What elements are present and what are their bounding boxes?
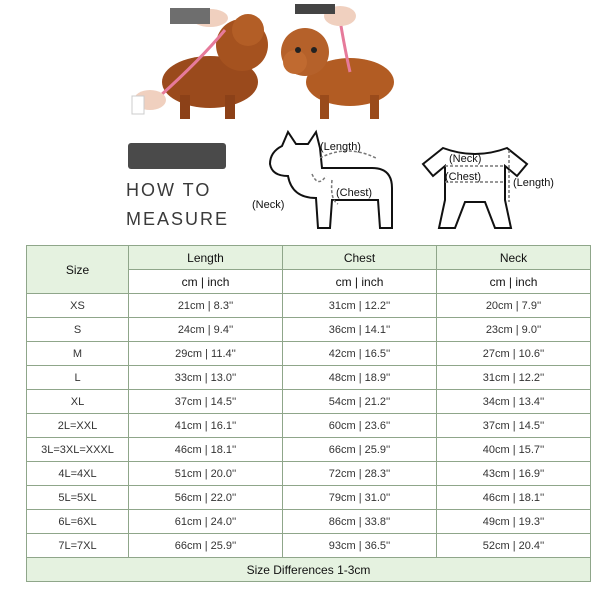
how-to-line: HOW TO <box>126 180 212 200</box>
size-difference-note: Size Differences 1-3cm <box>27 558 591 582</box>
chest-cell: 79cm | 31.0'' <box>283 486 437 510</box>
table-row <box>27 390 591 414</box>
coat-neck-label: (Neck) <box>449 153 482 165</box>
table-header-row <box>27 246 591 270</box>
neck-cell: 27cm | 10.6'' <box>437 342 591 366</box>
chest-cell: 86cm | 33.8'' <box>283 510 437 534</box>
size-cell: XS <box>27 294 129 318</box>
coat-length-label: (Length) <box>513 177 554 189</box>
chest-cell: 48cm | 18.9'' <box>283 366 437 390</box>
table-body <box>27 294 591 558</box>
table-row <box>27 486 591 510</box>
chest-cell: 54cm | 21.2'' <box>283 390 437 414</box>
neck-cell: 34cm | 13.4'' <box>437 390 591 414</box>
size-cell: 3L=3XL=XXXL <box>27 438 129 462</box>
table-row <box>27 366 591 390</box>
chest-cell: 72cm | 28.3'' <box>283 462 437 486</box>
size-chart-table <box>26 245 591 582</box>
coat-chest-label: (Chest) <box>445 171 482 183</box>
table-row <box>27 294 591 318</box>
length-column-header: Length <box>129 246 283 270</box>
length-cell: 51cm | 20.0'' <box>129 462 283 486</box>
size-column-header: Size <box>27 246 129 294</box>
length-cell: 24cm | 9.4'' <box>129 318 283 342</box>
dog-chest-label: (Chest) <box>336 187 373 199</box>
neck-cell: 49cm | 19.3'' <box>437 510 591 534</box>
dog-neck-label: (Neck) <box>252 199 285 211</box>
neck-unit-label: cm | inch <box>437 270 591 294</box>
how-to-measure-title <box>126 176 236 234</box>
size-cell: 5L=5XL <box>27 486 129 510</box>
length-cell: 41cm | 16.1'' <box>129 414 283 438</box>
chest-cell: 31cm | 12.2'' <box>283 294 437 318</box>
neck-cell: 23cm | 9.0'' <box>437 318 591 342</box>
table-row <box>27 462 591 486</box>
neck-cell: 31cm | 12.2'' <box>437 366 591 390</box>
length-cell: 29cm | 11.4'' <box>129 342 283 366</box>
table-footer-row <box>27 558 591 582</box>
size-cell: L <box>27 366 129 390</box>
length-cell: 21cm | 8.3'' <box>129 294 283 318</box>
table-row <box>27 534 591 558</box>
dog-measuring-photo <box>130 0 420 122</box>
chest-cell: 66cm | 25.9'' <box>283 438 437 462</box>
measure-banner-bar <box>128 143 226 169</box>
chest-cell: 42cm | 16.5'' <box>283 342 437 366</box>
measure-line: MEASURE <box>126 209 230 229</box>
neck-cell: 43cm | 16.9'' <box>437 462 591 486</box>
chest-cell: 93cm | 36.5'' <box>283 534 437 558</box>
length-cell: 66cm | 25.9'' <box>129 534 283 558</box>
chest-cell: 60cm | 23.6'' <box>283 414 437 438</box>
table-row <box>27 510 591 534</box>
size-cell: 4L=4XL <box>27 462 129 486</box>
length-unit-label: cm | inch <box>129 270 283 294</box>
size-cell: XL <box>27 390 129 414</box>
size-cell: 2L=XXL <box>27 414 129 438</box>
table-row <box>27 438 591 462</box>
length-cell: 46cm | 18.1'' <box>129 438 283 462</box>
length-cell: 56cm | 22.0'' <box>129 486 283 510</box>
chest-cell: 36cm | 14.1'' <box>283 318 437 342</box>
size-cell: 7L=7XL <box>27 534 129 558</box>
size-cell: 6L=6XL <box>27 510 129 534</box>
size-cell: M <box>27 342 129 366</box>
neck-column-header: Neck <box>437 246 591 270</box>
chest-unit-label: cm | inch <box>283 270 437 294</box>
neck-cell: 20cm | 7.9'' <box>437 294 591 318</box>
dog-measure-diagram <box>252 128 402 236</box>
dog-length-label: (Length) <box>320 141 361 153</box>
neck-cell: 46cm | 18.1'' <box>437 486 591 510</box>
length-cell: 61cm | 24.0'' <box>129 510 283 534</box>
chest-column-header: Chest <box>283 246 437 270</box>
table-row <box>27 414 591 438</box>
neck-cell: 52cm | 20.4'' <box>437 534 591 558</box>
size-cell: S <box>27 318 129 342</box>
neck-cell: 37cm | 14.5'' <box>437 414 591 438</box>
neck-cell: 40cm | 15.7'' <box>437 438 591 462</box>
length-cell: 33cm | 13.0'' <box>129 366 283 390</box>
coat-measure-diagram <box>415 130 575 235</box>
length-cell: 37cm | 14.5'' <box>129 390 283 414</box>
table-row <box>27 342 591 366</box>
table-row <box>27 318 591 342</box>
